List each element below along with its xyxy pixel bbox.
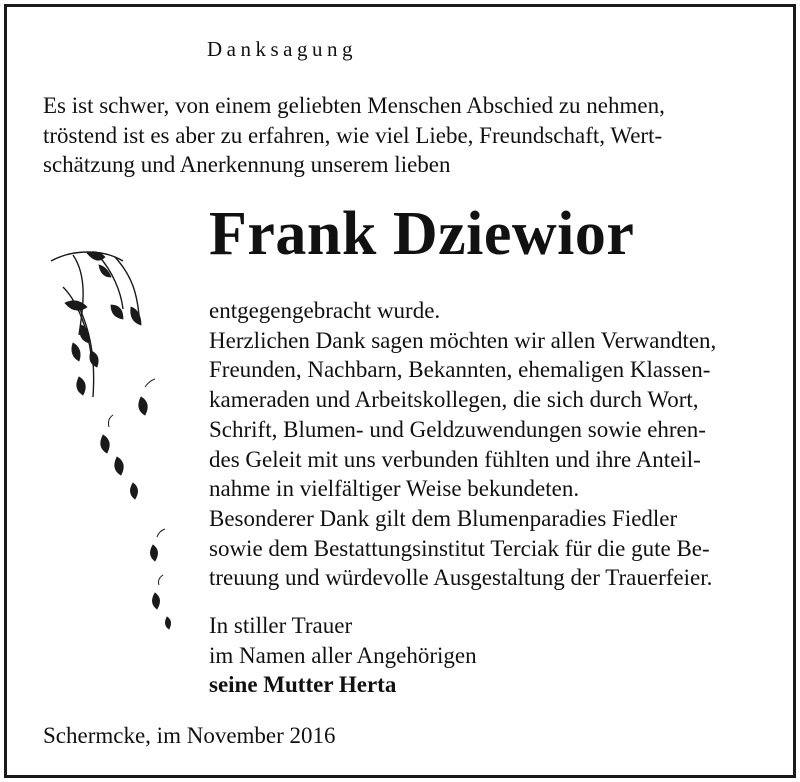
deceased-name: Frank Dziewior: [209, 200, 635, 268]
body-line: Besonderer Dank gilt dem Blumenparadies Fiedler: [209, 505, 678, 531]
body-line: treuung und würdevolle Ausgestaltung der Trauerfeier.: [209, 565, 713, 591]
signature-line: im Namen aller Angehörigen: [209, 642, 477, 668]
intro-line: Es ist schwer, von einem geliebten Menschen Abschied zu nehmen,: [43, 93, 665, 118]
body-line: sowie dem Bestattungsinstitut Terciak für die gute Be-: [209, 535, 710, 561]
body-line: entgegengebracht wurde.: [209, 298, 441, 323]
signature-block: [209, 611, 477, 700]
signature-line: In stiller Trauer: [209, 613, 353, 638]
intro-line: tröstend ist es aber zu erfahren, wie viel Liebe, Freundschaft, Wert-: [43, 122, 663, 148]
body-line: Herzlichen Dank sagen möchten wir allen Verwandten,: [209, 327, 717, 353]
signature-name: seine Mutter Herta: [209, 672, 397, 698]
notice-body: [209, 296, 774, 593]
intro-text: [43, 91, 773, 180]
body-line: Freunden, Nachbarn, Bekannten, ehemaligen Klassen-: [209, 357, 711, 383]
notice-heading: Danksagung: [207, 37, 357, 61]
falling-leaves-icon: [43, 247, 173, 642]
place-date: Schermcke, im November 2016: [43, 723, 336, 748]
body-line: des Geleit mit uns verbunden fühlten und ihre Anteil-: [209, 446, 701, 472]
body-line: nahme in vielfältiger Weise bekundeten.: [209, 476, 580, 502]
intro-line: schätzung und Anerkennung unserem lieben: [43, 152, 451, 177]
notice-frame: [4, 4, 796, 778]
body-line: Schrift, Blumen- und Geldzuwendungen sowie ehren-: [209, 416, 706, 442]
body-line: kameraden und Arbeitskollegen, die sich durch Wort,: [209, 387, 699, 413]
